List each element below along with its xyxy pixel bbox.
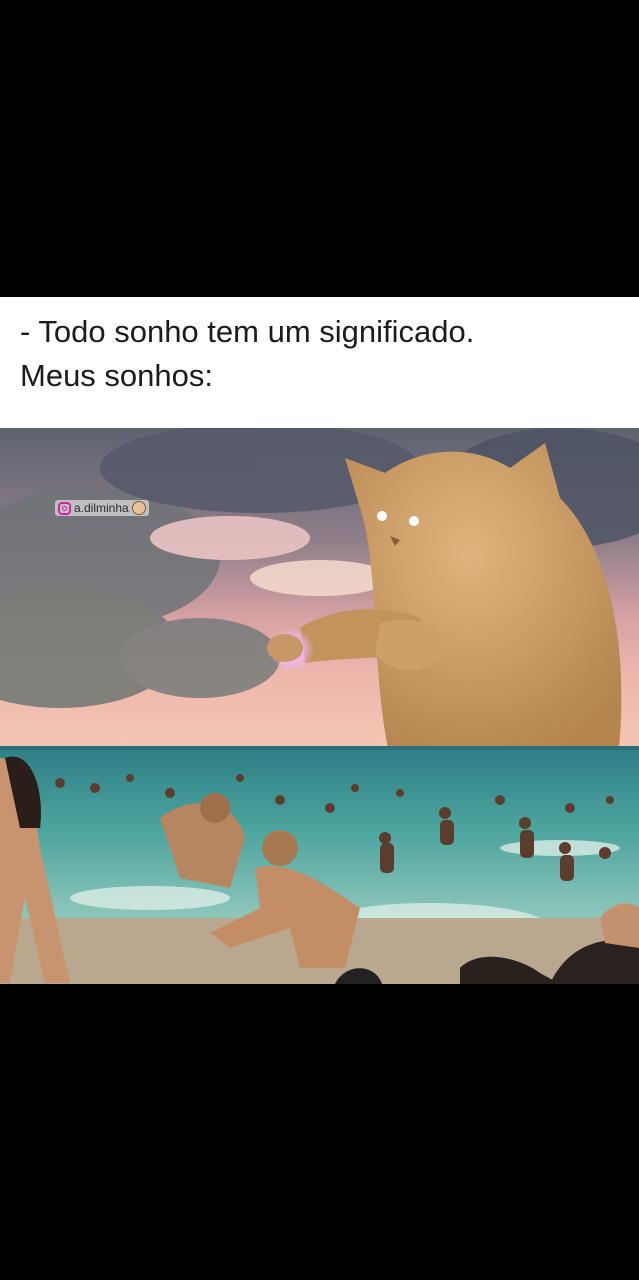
instagram-icon (58, 502, 71, 515)
bottom-black-bar (0, 984, 639, 1280)
instagram-watermark (55, 500, 149, 516)
caption-line-2: Meus sonhos: (20, 358, 213, 393)
top-black-bar (0, 0, 639, 297)
caption-line-1: - Todo sonho tem um significado. (20, 314, 475, 349)
avatar-emoji-icon (132, 501, 146, 515)
watermark-handle: a.dilminha (74, 501, 129, 515)
giant-cat-beach-image (0, 428, 639, 984)
meme-caption (0, 297, 639, 428)
